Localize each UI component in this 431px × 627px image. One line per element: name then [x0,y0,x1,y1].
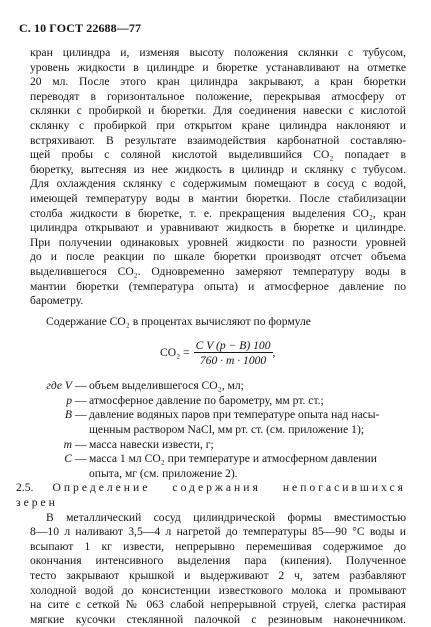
text-line: При получении одинаковых уровней жидкости по разности уровней [30,235,406,249]
text-line: окончания интенсивного выделения пара (кипения). Полученное [30,554,406,568]
definition-dash-blank [75,423,89,438]
document-body [16,46,406,627]
definition-symbol-blank [8,423,75,438]
text-line: столба жидкости в бюретке, т. е. прекращения выделения CO₂, кран [30,206,406,220]
text-line: на сите с сеткой № 063 слабой непрерывной струей, слегка растирая [30,598,406,612]
definition-dash: — [75,452,87,466]
definition-dash: — [75,408,87,422]
definition-row [8,408,406,423]
text-line: бюретку, вытесняя из нее жидкость в цилиндр и склянку с тубусом. [30,162,406,176]
text-line: всыпают 1 кг извести, непрерывно перемешивая содержимое до [30,539,406,553]
section-heading [16,481,406,496]
definition-text: масса 1 мл CO₂ при температуре и атмосферном давлении [89,452,377,466]
paragraph-2 [30,511,406,627]
definition-row [8,394,406,409]
page-header: С. 10 ГОСТ 22688—77 [19,21,142,35]
definition-symbol: m [63,437,72,451]
text-line: мантии бюретки (температура опыта) и атмосферное давление по [30,279,406,293]
formula-block [30,333,406,377]
text-line: цилиндра открывают и уравнивают жидкость в бюретке и цилиндре. [30,221,406,235]
definition-dash-blank [75,467,89,482]
definition-text: объем выделившегося CO₂, мл; [89,379,244,393]
definitions-list [8,379,406,481]
definition-row [8,467,406,482]
definition-dash: — [75,437,87,451]
definition-dash: — [75,379,87,393]
paragraph-1 [30,46,406,309]
text-line: встряхивают. В результате взаимодействия карбонатной составляю- [30,133,406,147]
definition-dash: — [75,393,87,407]
formula-fraction [194,339,273,367]
text-line: склянку с пробиркой при открытом кране цилиндра наклоняют и [30,118,406,132]
section-number: 2.5. [16,481,34,495]
text-line: барометру. [30,294,84,308]
text-line: до и после реакции по шкале бюретки производят отсчет объема [30,250,406,264]
definition-row [8,379,406,394]
text-line: переводят в горизонтальное положение, перекрывая атмосферу от [30,89,406,103]
formula-intro: Содержание CO₂ в процентах вычисляют по формуле [46,314,311,328]
text-line: В металлический сосуд цилиндрической формы вместимостью [46,510,406,524]
definition-text: опыта, мг (см. приложение 2). [89,466,238,480]
text-line: уровень жидкости в цилиндре и бюретке устанавливают на отметке [30,60,406,74]
section-title: Определение содержания непогасившихся [52,481,406,495]
definition-text: давление водяных паров при температуре опыта над насы- [89,408,380,422]
definition-symbol: p [66,393,72,407]
formula-lhs: CO₂ = [160,345,190,359]
text-line: Для охлаждения склянку с содержимым помещают в сосуд с водой, [30,177,406,191]
text-line: выделившегося CO₂. Одновременно замеряют температуру воды в [30,264,406,278]
formula-denominator: 760 · m · 1000 [199,354,267,368]
definition-symbol: где V [46,379,72,393]
definition-row [8,423,406,438]
definition-text: щенным раствором NaCl, мм рт. ст. (см. приложение 1); [89,423,365,437]
text-line: тесто закрывают крышкой и выдерживают 2 ч, затем разбавляют [30,569,406,582]
section-title-continued: зерен [16,496,58,510]
text-line: холодной водой до консистенции известкового молока и промывают [30,583,406,597]
text-line: 20 мл. После этого кран цилиндра закрывают, а кран бюретки [30,75,406,89]
definition-symbol: C [64,452,72,466]
formula [160,339,275,367]
definition-text: масса навески извести, г; [89,437,214,451]
text-line: кран цилиндра и, изменяя высоту положения склянки с тубусом, [30,46,406,59]
definition-row [8,452,406,467]
text-line: имеющей температуру воды в мантии бюретки. После стабилизации [30,191,406,205]
text-line: мягкие кусочки стеклянной палочкой с резиновым наконечником. [30,612,406,626]
text-line: склянки с пробиркой и бюретки. Для соединения навески с кислотой [30,104,406,118]
definition-row [8,438,406,453]
definition-symbol: B [64,408,72,422]
formula-tail: , [272,345,276,359]
definition-symbol-blank [8,467,75,482]
definition-text: атмосферное давление по барометру, мм рт. ст.; [89,393,324,407]
formula-numerator: C V (p − B) 100 [195,339,271,353]
text-line: 8—10 л наливают 3,5—4 л нагретой до температуры 85—90 °С воды и [30,525,406,539]
text-line: щей пробы с соляной кислотой выделившийся CO₂ попадает в [30,148,406,162]
